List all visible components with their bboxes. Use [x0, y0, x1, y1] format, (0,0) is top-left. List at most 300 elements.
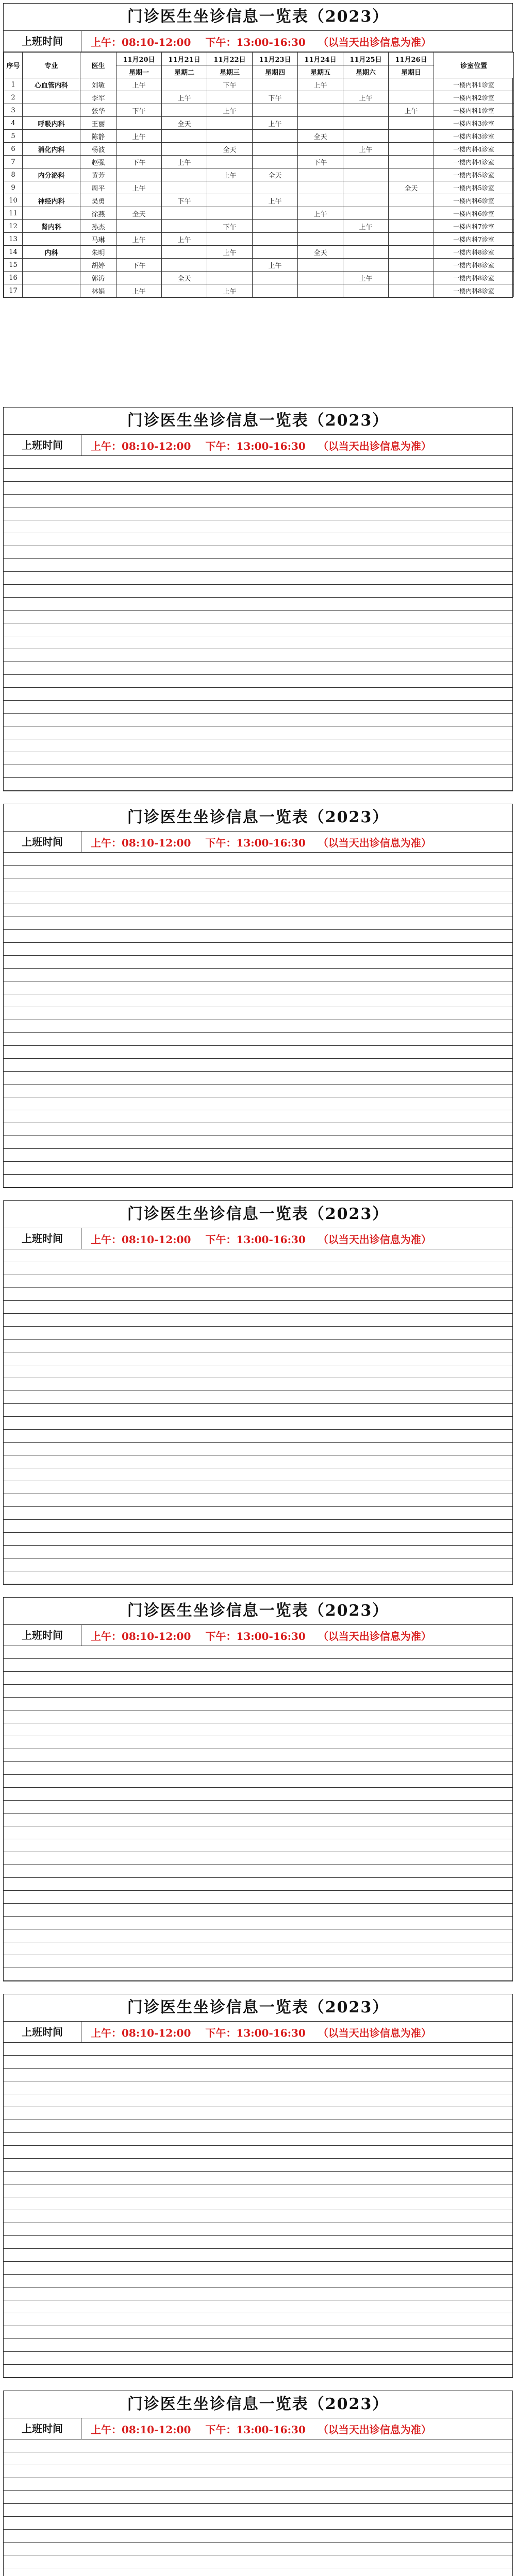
row-slot: [207, 91, 253, 104]
row-slot: [389, 259, 434, 272]
row-location: 一楼内科2诊室: [434, 91, 514, 104]
table-row: [4, 1136, 512, 1149]
row-number: 3: [4, 104, 23, 117]
table-row: [4, 981, 512, 994]
table-row: [4, 623, 512, 636]
row-slot: 下午: [253, 91, 298, 104]
row-slot: [253, 104, 298, 117]
row-location: 一楼内科5诊室: [434, 181, 514, 194]
row-specialty: 肾内科: [23, 220, 80, 233]
table-row: [4, 1175, 512, 1188]
schedule-section: [3, 2391, 513, 2576]
row-slot: [207, 156, 253, 168]
row-slot: [343, 259, 389, 272]
table-row: [4, 143, 514, 156]
table-row: [4, 117, 514, 130]
table-row: [4, 246, 514, 259]
table-row: [4, 233, 514, 246]
table-row: [4, 2069, 512, 2081]
row-slot: [207, 130, 253, 143]
row-slot: [253, 220, 298, 233]
row-slot: [207, 233, 253, 246]
row-doctor: 吴勇: [80, 194, 116, 207]
row-location: 一楼内科6诊室: [434, 194, 514, 207]
table-row: [4, 1033, 512, 1046]
row-slot: [162, 207, 207, 220]
row-slot: [343, 246, 389, 259]
row-slot: [162, 246, 207, 259]
table-row: [4, 765, 512, 778]
table-row: [4, 701, 512, 714]
row-slot: 全天: [253, 168, 298, 181]
table-row: [4, 2300, 512, 2313]
row-slot: 全天: [116, 207, 162, 220]
schedule-section: [3, 1200, 513, 1585]
row-slot: [343, 117, 389, 130]
row-number: 10: [4, 194, 23, 207]
row-slot: [116, 117, 162, 130]
time-row: [4, 2418, 512, 2439]
row-slot: [298, 91, 343, 104]
row-doctor: 林娟: [80, 284, 116, 297]
time-note: （以当天出诊信息为准）: [318, 439, 431, 452]
table-row: [4, 598, 512, 611]
header-weekday: 星期六: [343, 65, 389, 78]
row-slot: [162, 181, 207, 194]
table-row: [4, 1443, 512, 1455]
row-number: 11: [4, 207, 23, 220]
table-row: [4, 2478, 512, 2491]
row-doctor: 李军: [80, 91, 116, 104]
row-location: 一楼内科6诊室: [434, 207, 514, 220]
table-row: [4, 2439, 512, 2452]
table-row: [4, 1839, 512, 1852]
row-slot: [343, 194, 389, 207]
row-slot: [207, 181, 253, 194]
header-no: 序号: [4, 53, 23, 78]
row-slot: [116, 220, 162, 233]
row-number: 13: [4, 233, 23, 246]
header-weekday: 星期三: [207, 65, 253, 78]
table-row: [4, 1762, 512, 1775]
table-row: [4, 1710, 512, 1723]
row-slot: [298, 143, 343, 156]
schedule-section: [3, 1597, 513, 1981]
row-specialty: 消化内科: [23, 143, 80, 156]
row-slot: 下午: [207, 78, 253, 91]
table-row: [4, 1672, 512, 1685]
row-slot: [253, 78, 298, 91]
row-slot: [162, 104, 207, 117]
row-location: 一楼内科8诊室: [434, 259, 514, 272]
row-doctor: 刘敏: [80, 78, 116, 91]
table-row: [4, 2197, 512, 2210]
table-row: [4, 495, 512, 507]
row-doctor: 郭涛: [80, 272, 116, 284]
table-row: [4, 2365, 512, 2378]
date-header-row: [4, 53, 514, 65]
section-title: 门诊医生坐诊信息一览表（2023）: [4, 1598, 512, 1625]
row-location: 一楼内科7诊室: [434, 233, 514, 246]
row-slot: [298, 272, 343, 284]
table-row: [4, 2313, 512, 2326]
table-row: [4, 1865, 512, 1878]
row-location: 一楼内科8诊室: [434, 284, 514, 297]
row-slot: [389, 246, 434, 259]
time-pm: 下午：13:00-16:30: [205, 36, 306, 48]
table-row: [4, 2287, 512, 2300]
time-note: （以当天出诊信息为准）: [318, 36, 431, 48]
table-row: [4, 1301, 512, 1314]
row-slot: 上午: [253, 259, 298, 272]
row-slot: [298, 194, 343, 207]
table-row: [4, 2491, 512, 2504]
row-slot: [116, 143, 162, 156]
table-row: [4, 1917, 512, 1929]
header-date: 11月21日: [162, 53, 207, 65]
row-slot: 下午: [116, 104, 162, 117]
row-slot: [116, 194, 162, 207]
table-row: [4, 533, 512, 546]
table-row: [4, 878, 512, 891]
table-row: [4, 1417, 512, 1430]
row-location: 一楼内科1诊室: [434, 104, 514, 117]
row-slot: 全天: [207, 143, 253, 156]
table-row: [4, 194, 514, 207]
row-slot: 上午: [116, 130, 162, 143]
table-row: [4, 1546, 512, 1558]
table-row: [4, 2172, 512, 2184]
row-doctor: 黄芳: [80, 168, 116, 181]
schedule-section: [3, 1994, 513, 2378]
row-doctor: 张华: [80, 104, 116, 117]
row-slot: [207, 272, 253, 284]
table-row: [4, 1878, 512, 1891]
row-location: 一楼内科3诊室: [434, 130, 514, 143]
row-number: 16: [4, 272, 23, 284]
row-number: 2: [4, 91, 23, 104]
row-slot: [298, 117, 343, 130]
row-slot: [162, 284, 207, 297]
row-slot: 上午: [116, 78, 162, 91]
row-slot: 下午: [207, 220, 253, 233]
row-slot: [116, 168, 162, 181]
row-slot: [389, 207, 434, 220]
row-specialty: [23, 259, 80, 272]
row-doctor: 陈静: [80, 130, 116, 143]
table-row: [4, 1698, 512, 1710]
table-row: [4, 891, 512, 904]
table-row: [4, 1314, 512, 1327]
row-slot: [253, 156, 298, 168]
row-slot: [253, 130, 298, 143]
table-row: [4, 482, 512, 495]
row-slot: 上午: [343, 91, 389, 104]
table-row: [4, 688, 512, 701]
row-slot: [253, 246, 298, 259]
time-label: 上班时间: [4, 2418, 81, 2439]
row-slot: 上午: [116, 233, 162, 246]
table-row: [4, 726, 512, 739]
row-slot: [116, 91, 162, 104]
table-row: [4, 1646, 512, 1659]
table-row: [4, 272, 514, 284]
table-row: [4, 2352, 512, 2365]
row-slot: 上午: [207, 104, 253, 117]
header-weekday: 星期二: [162, 65, 207, 78]
row-slot: [343, 104, 389, 117]
row-specialty: [23, 130, 80, 143]
row-slot: [207, 117, 253, 130]
table-row: [4, 2275, 512, 2287]
section-title: 门诊医生坐诊信息一览表（2023）: [4, 1994, 512, 2022]
row-slot: [343, 156, 389, 168]
row-slot: 上午: [389, 104, 434, 117]
table-row: [4, 636, 512, 649]
table-row: [4, 2056, 512, 2069]
table-row: [4, 752, 512, 765]
row-slot: [389, 233, 434, 246]
table-row: [4, 2339, 512, 2352]
table-row: [4, 1072, 512, 1084]
time-am: 上午：08:10-12:00: [91, 836, 191, 849]
table-row: [4, 2543, 512, 2555]
row-slot: 上午: [116, 181, 162, 194]
row-specialty: [23, 207, 80, 220]
table-row: [4, 1249, 512, 1262]
table-row: [4, 1968, 512, 1981]
time-label: 上班时间: [4, 1228, 81, 1249]
time-pm: 下午：13:00-16:30: [205, 2423, 306, 2436]
row-number: 6: [4, 143, 23, 156]
table-row: [4, 1468, 512, 1481]
time-label: 上班时间: [4, 2022, 81, 2042]
time-am: 上午：08:10-12:00: [91, 439, 191, 452]
table-row: [4, 168, 514, 181]
table-row: [4, 1391, 512, 1404]
table-row: [4, 853, 512, 866]
row-specialty: 呼吸内科: [23, 117, 80, 130]
row-location: 一楼内科8诊室: [434, 272, 514, 284]
row-location: 一楼内科3诊室: [434, 117, 514, 130]
table-row: [4, 675, 512, 688]
row-slot: 下午: [116, 156, 162, 168]
table-row: [4, 2555, 512, 2568]
row-slot: [389, 156, 434, 168]
table-row: [4, 1749, 512, 1762]
row-number: 8: [4, 168, 23, 181]
table-row: [4, 456, 512, 469]
row-specialty: [23, 272, 80, 284]
row-slot: [298, 168, 343, 181]
row-slot: [116, 272, 162, 284]
row-slot: [162, 259, 207, 272]
table-row: [4, 1288, 512, 1301]
table-row: [4, 611, 512, 623]
table-row: [4, 1123, 512, 1136]
row-slot: [253, 143, 298, 156]
table-row: [4, 2530, 512, 2543]
schedule-table: [4, 52, 514, 297]
row-specialty: [23, 156, 80, 168]
row-doctor: 胡婷: [80, 259, 116, 272]
row-slot: 下午: [162, 194, 207, 207]
time-row: [4, 31, 512, 52]
table-row: [4, 1494, 512, 1507]
header-date: 11月26日: [389, 53, 434, 65]
table-row: [4, 2223, 512, 2236]
table-row: [4, 2133, 512, 2146]
table-row: [4, 585, 512, 598]
table-row: [4, 714, 512, 726]
table-row: [4, 207, 514, 220]
row-specialty: [23, 181, 80, 194]
table-row: [4, 956, 512, 969]
table-row: [4, 1520, 512, 1533]
row-slot: 上午: [207, 168, 253, 181]
table-row: [4, 1020, 512, 1033]
time-note: （以当天出诊信息为准）: [318, 1233, 431, 1246]
table-row: [4, 1352, 512, 1365]
table-row: [4, 1149, 512, 1162]
row-slot: [343, 233, 389, 246]
row-slot: 上午: [253, 117, 298, 130]
row-slot: 上午: [343, 272, 389, 284]
table-row: [4, 284, 514, 297]
row-doctor: 赵强: [80, 156, 116, 168]
table-row: [4, 1929, 512, 1942]
row-slot: 下午: [116, 259, 162, 272]
schedule-section: [3, 804, 513, 1188]
table-row: [4, 1365, 512, 1378]
schedule-section-1: [3, 3, 513, 298]
row-doctor: 马琳: [80, 233, 116, 246]
table-row: [4, 520, 512, 533]
row-number: 15: [4, 259, 23, 272]
row-number: 14: [4, 246, 23, 259]
table-row: [4, 2081, 512, 2094]
row-slot: [253, 284, 298, 297]
row-slot: [389, 91, 434, 104]
table-row: [4, 1788, 512, 1801]
table-row: [4, 1059, 512, 1072]
row-doctor: 王丽: [80, 117, 116, 130]
table-row: [4, 2236, 512, 2249]
row-slot: 上午: [343, 220, 389, 233]
row-slot: 全天: [162, 272, 207, 284]
header-weekday: 星期四: [253, 65, 298, 78]
table-row: [4, 662, 512, 675]
table-row: [4, 994, 512, 1007]
row-slot: 上午: [162, 156, 207, 168]
header-location: 诊室位置: [434, 53, 514, 78]
table-row: [4, 1430, 512, 1443]
row-slot: [162, 78, 207, 91]
table-row: [4, 156, 514, 168]
row-slot: [389, 117, 434, 130]
row-number: 5: [4, 130, 23, 143]
section-title: 门诊医生坐诊信息一览表（2023）: [4, 804, 512, 832]
row-number: 17: [4, 284, 23, 297]
table-row: [4, 1340, 512, 1352]
schedule-body: [4, 78, 514, 297]
row-number: 12: [4, 220, 23, 233]
row-slot: [343, 181, 389, 194]
table-row: [4, 904, 512, 917]
table-row: [4, 1533, 512, 1546]
table-row: [4, 2517, 512, 2530]
row-slot: [116, 246, 162, 259]
row-slot: [389, 284, 434, 297]
table-row: [4, 1084, 512, 1097]
table-row: [4, 943, 512, 956]
table-row: [4, 1378, 512, 1391]
row-slot: [207, 207, 253, 220]
table-row: [4, 104, 514, 117]
row-slot: [343, 130, 389, 143]
table-row: [4, 130, 514, 143]
table-row: [4, 1942, 512, 1955]
row-slot: 上午: [253, 194, 298, 207]
row-doctor: 徐燕: [80, 207, 116, 220]
table-row: [4, 1814, 512, 1826]
row-location: 一楼内科8诊室: [434, 246, 514, 259]
row-location: 一楼内科4诊室: [434, 156, 514, 168]
table-row: [4, 1826, 512, 1839]
row-slot: [162, 168, 207, 181]
table-row: [4, 1571, 512, 1584]
row-slot: [389, 194, 434, 207]
table-row: [4, 1110, 512, 1123]
table-row: [4, 2210, 512, 2223]
row-specialty: [23, 284, 80, 297]
row-specialty: 心血管内科: [23, 78, 80, 91]
row-slot: [253, 207, 298, 220]
table-row: [4, 1097, 512, 1110]
row-slot: [207, 259, 253, 272]
row-slot: 全天: [298, 246, 343, 259]
table-row: [4, 1659, 512, 1672]
header-date: 11月23日: [253, 53, 298, 65]
row-specialty: 内科: [23, 246, 80, 259]
row-slot: [298, 259, 343, 272]
row-location: 一楼内科1诊室: [434, 78, 514, 91]
row-slot: [343, 168, 389, 181]
table-row: [4, 2184, 512, 2197]
row-location: 一楼内科7诊室: [434, 220, 514, 233]
row-specialty: [23, 233, 80, 246]
section-title: 门诊医生坐诊信息一览表（2023）: [4, 2391, 512, 2418]
time-pm: 下午：13:00-16:30: [205, 439, 306, 452]
table-row: [4, 2159, 512, 2172]
table-row: [4, 1007, 512, 1020]
row-slot: [162, 143, 207, 156]
row-number: 4: [4, 117, 23, 130]
table-row: [4, 1046, 512, 1059]
table-row: [4, 2043, 512, 2056]
time-note: （以当天出诊信息为准）: [318, 2423, 431, 2436]
table-row: [4, 1404, 512, 1417]
row-slot: [207, 194, 253, 207]
time-row: [4, 832, 512, 853]
time-label: 上班时间: [4, 832, 81, 852]
time-note: （以当天出诊信息为准）: [318, 2026, 431, 2039]
row-specialty: [23, 91, 80, 104]
row-slot: [253, 181, 298, 194]
section-title: 门诊医生坐诊信息一览表（2023）: [4, 4, 512, 31]
header-specialty: 专业: [23, 53, 80, 78]
table-row: [4, 1455, 512, 1468]
